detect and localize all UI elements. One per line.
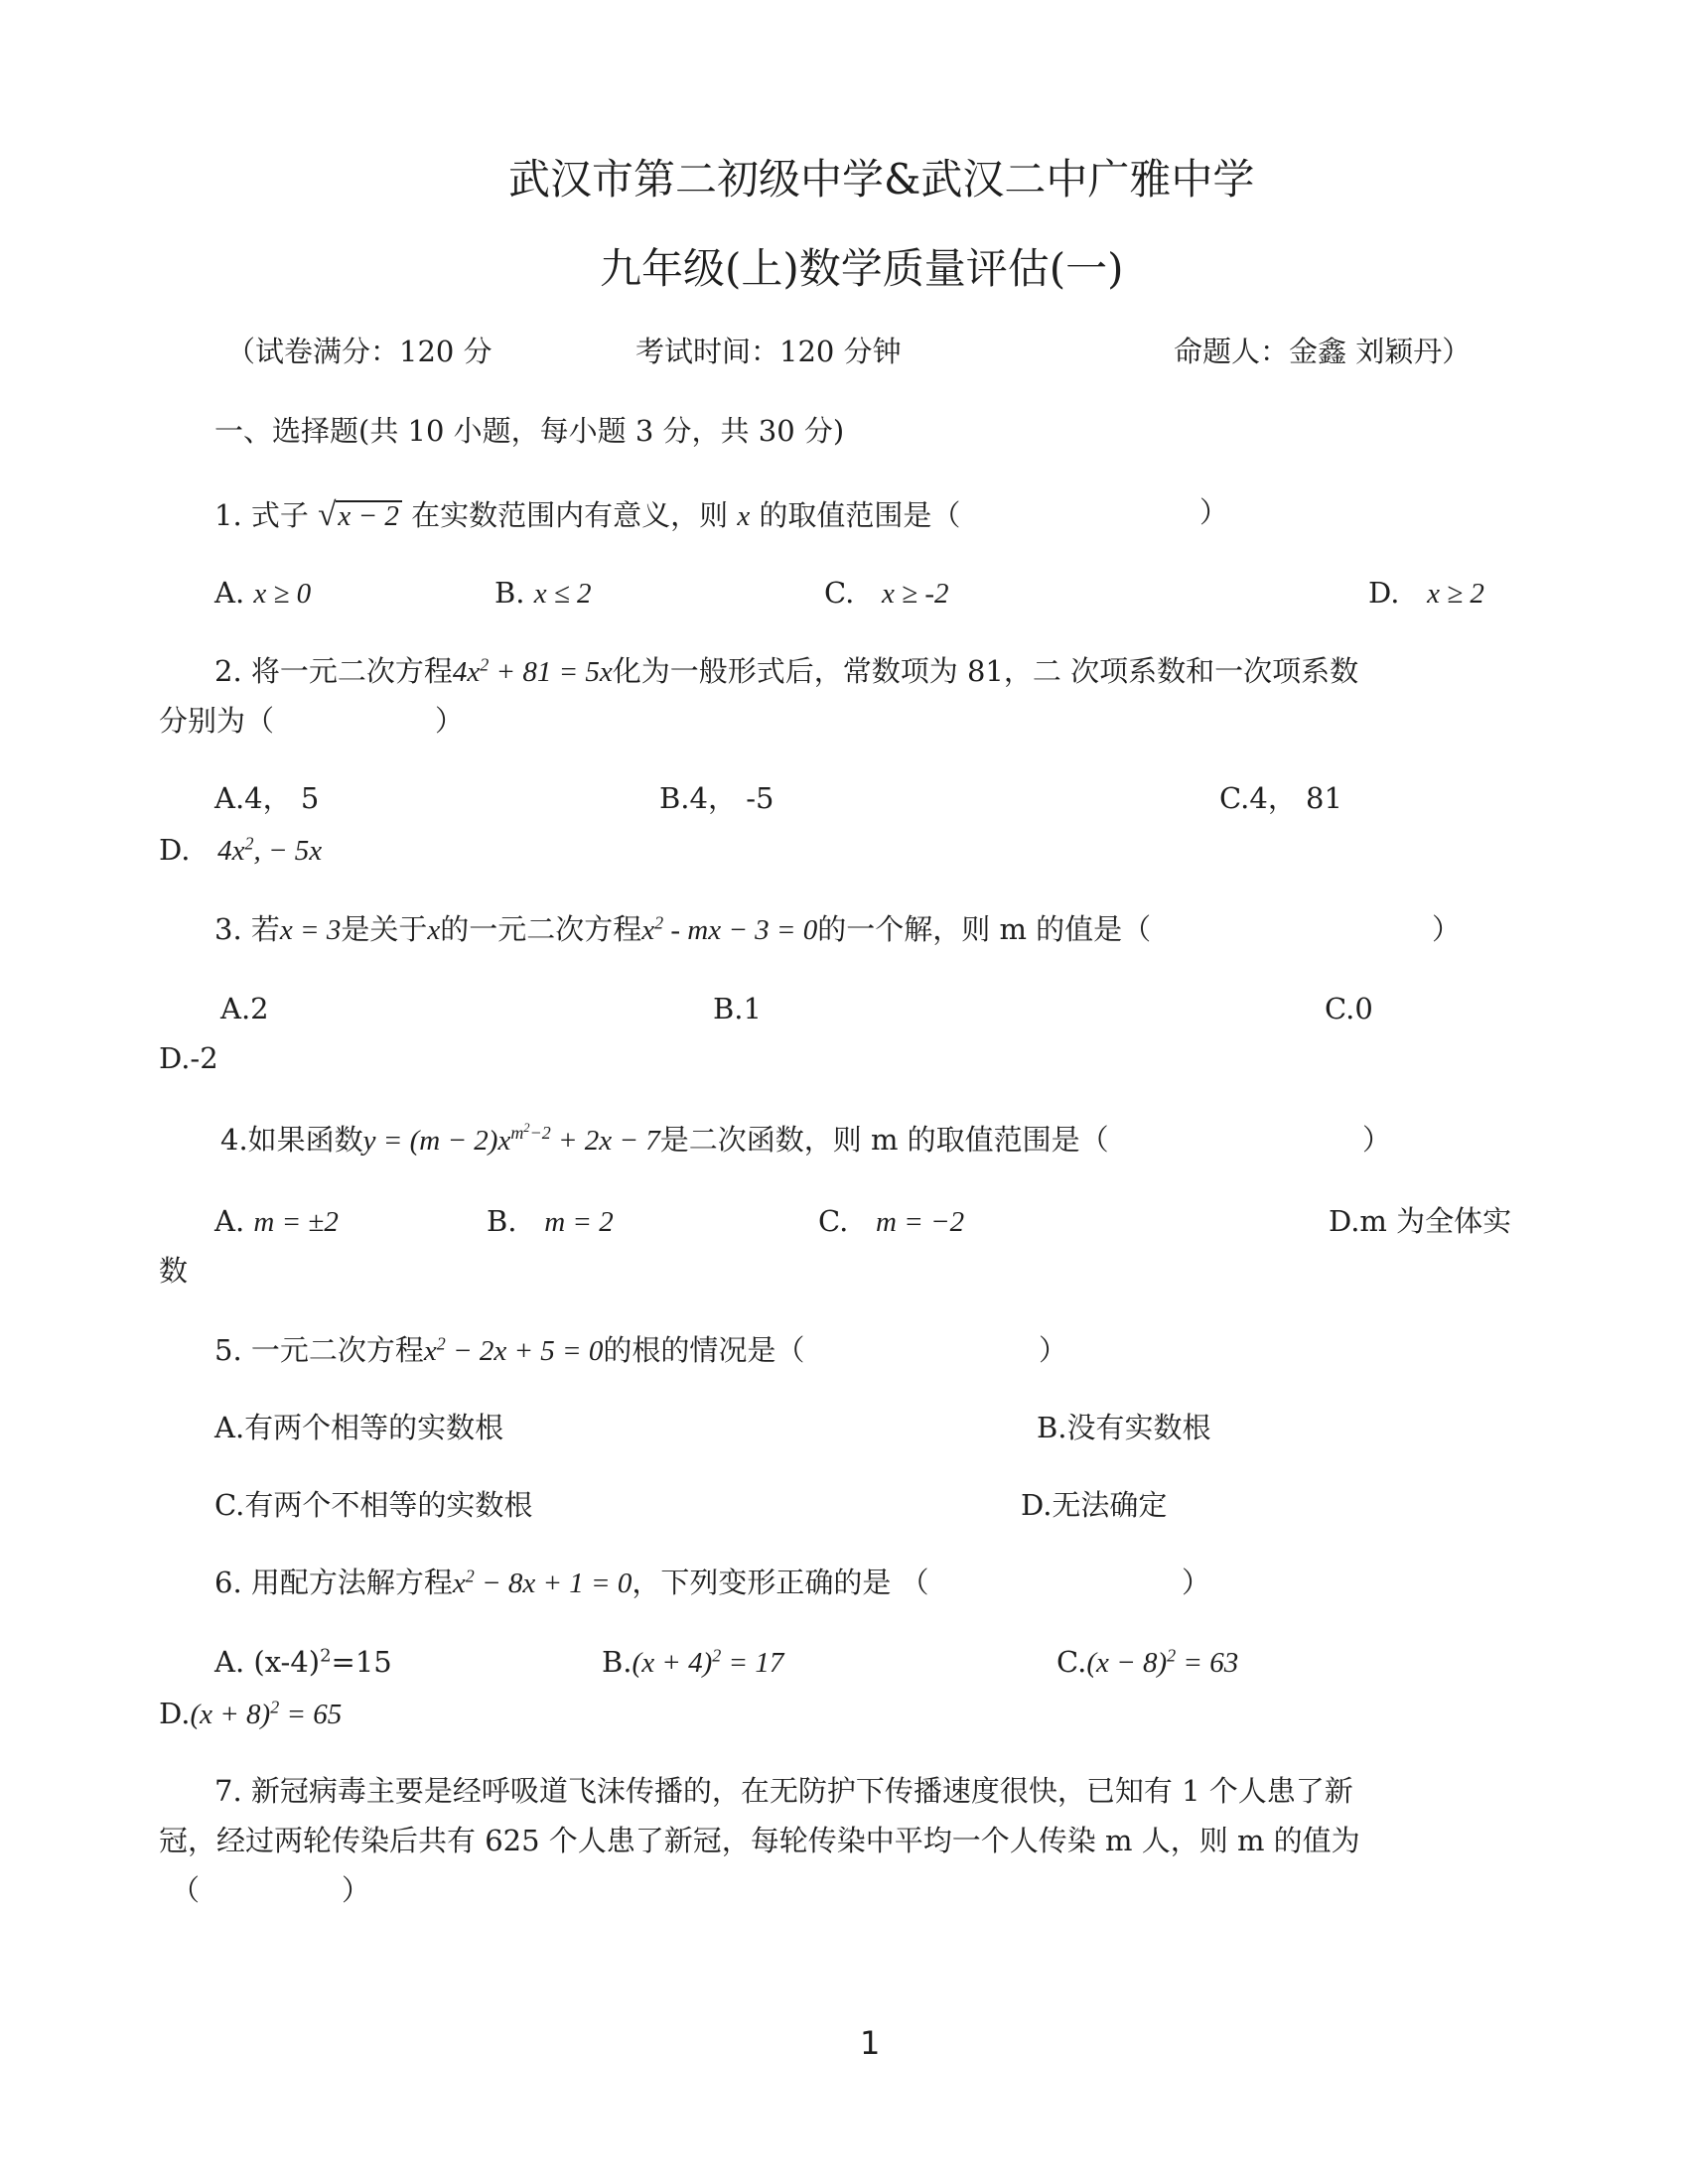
q2-text-b: 化为一般形式后，常数项为 81，二 次项系数和一次项系数 [612,654,1359,688]
eq-part: x [641,914,655,946]
question-7-line1: 7. 新冠病毒主要是经呼吸道飞沫传播的，在无防护下传播速度很快，已知有 1 个人患了新 [214,1774,1353,1808]
q3-var: x [427,914,441,946]
eq-part: = 17 [721,1647,784,1679]
eq-part: 4x [217,835,245,867]
q3-option-a: A.2 [220,992,269,1025]
radical-sign-icon: √ [318,496,337,533]
q5-equation [424,1335,603,1367]
q4-option-d-cont: 数 [159,1254,189,1288]
q4-option-b [487,1204,614,1238]
option-value [633,1647,784,1679]
info-time: 考试时间：120 分钟 [635,335,902,368]
eq-part: (x − 8) [1086,1647,1168,1679]
option-label: B. [494,576,525,610]
q6-option-b [602,1645,784,1679]
exp-exp: 2 [523,1121,530,1136]
question-7-line2: 冠，经过两轮传染后共有 625 个人患了新冠，每轮传染中平均一个人传染 m 人，则 m 的值为 [159,1824,1360,1857]
q1-var: x [737,500,751,532]
q5-paren-close: ） [1039,1333,1068,1367]
q1-option-b [494,576,592,610]
option-label: D. [159,1697,191,1730]
q4-text-a: 4.如果函数 [220,1123,363,1157]
exponent: 2 [270,1697,280,1717]
eq-part: 4x [452,656,481,688]
q1-radicand: x − 2 [336,500,401,531]
exponent: 2 [244,833,254,854]
q3-text-d: 的一个解，则 m 的值是（ [817,912,1152,946]
q6-option-d [159,1697,343,1730]
option-label: C. [818,1204,849,1238]
q3-option-b: B.1 [713,992,762,1025]
eq-part: x [423,1335,437,1367]
q6-text-b: ，下列变形正确的是 （ [632,1566,929,1599]
q4-option-c [818,1204,965,1238]
q3-equation [641,914,817,946]
q4-function [362,1121,660,1157]
eq-part: , − 5x [253,835,323,867]
exam-title: 武汉市第二初级中学&武汉二中广雅中学 [508,155,1255,204]
option-value: x ≥ 2 [1427,578,1484,610]
q1-option-a [214,576,312,610]
exponent [510,1123,550,1143]
option-value: m = −2 [876,1206,965,1238]
q3-option-d: D.-2 [159,1041,218,1075]
option-value: x ≥ -2 [882,578,949,610]
q3-option-c: C.0 [1325,992,1373,1025]
q4-option-d: D.m 为全体实 [1329,1204,1512,1238]
exponent: 2 [712,1645,722,1666]
q1-paren-close: ） [1199,495,1229,529]
eq-part: y = (m − 2)x [362,1125,511,1157]
eq-part: (x + 8) [190,1699,271,1730]
option-value: x ≤ 2 [533,578,592,610]
q1-option-c [824,576,949,610]
exponent: 2 [436,1333,446,1354]
option-value: x ≥ 0 [253,578,312,610]
eq-part: + 81 = 5x [489,656,613,688]
q4-option-a [214,1204,339,1238]
q2-text-a: 2. 将一元二次方程 [214,654,453,688]
eq-part: (x + 4) [632,1647,713,1679]
question-6-stem [214,1566,929,1599]
option-value [1086,1647,1238,1679]
eq-part: − 8x + 1 = 0 [474,1568,633,1599]
q2-paren-close: ） [435,704,465,738]
q3-text-a: 3. 若 [214,912,280,946]
option-label: A. [214,576,245,610]
exponent: 2 [320,1645,332,1667]
eq-part: - mx − 3 = 0 [663,914,818,946]
info-score: （试卷满分：120 分 [226,335,492,368]
option-label: D. [1368,576,1400,610]
option-value: =15 [331,1645,392,1679]
eq-part: x [452,1568,466,1599]
exponent: 2 [480,654,490,675]
info-author: 命题人：金鑫 刘颖丹） [1174,335,1472,368]
option-label: C. [824,576,855,610]
q6-option-a [214,1645,392,1679]
section-heading: 一、选择题(共 10 小题，每小题 3 分，共 30 分) [214,414,845,448]
q5-text-b: 的根的情况是（ [603,1333,805,1367]
q6-equation [453,1568,632,1599]
q3-text-c: 的一元二次方程 [440,912,642,946]
exponent: 2 [654,912,664,933]
eq-part: = 63 [1176,1647,1239,1679]
q5-option-d: D.无法确定 [1021,1488,1168,1522]
q2-equation [453,656,613,688]
q4-text-b: 是二次函数，则 m 的取值范围是（ [659,1123,1109,1157]
q3-text-b: 是关于 [341,912,428,946]
q1-sqrt-expression [318,496,402,533]
q6-paren-close: ） [1182,1566,1211,1599]
option-label: B. [487,1204,517,1238]
q1-text-c: 的取值范围是（ [759,498,961,532]
question-7-line3: （ [171,1873,201,1907]
option-value: m = ±2 [253,1206,339,1238]
q5-option-c: C.有两个不相等的实数根 [214,1488,533,1522]
option-label: B. [602,1645,633,1679]
question-3-stem [214,912,1152,946]
q5-text-a: 5. 一元二次方程 [214,1333,424,1367]
option-label: A. [214,1204,245,1238]
exp-part: −2 [529,1123,551,1144]
option-value [217,835,322,867]
q3-paren-close: ） [1432,912,1462,946]
option-value: A. (x-4) [214,1645,321,1679]
eq-part: + 2x − 7 [550,1125,660,1157]
q2-stem-line2: 分别为（ [159,704,275,738]
q1-text-b: 在实数范围内有意义，则 [411,498,729,532]
q3-condition: x = 3 [279,914,342,946]
exponent: 2 [465,1566,475,1586]
option-value: m = 2 [544,1206,614,1238]
q6-text-a: 6. 用配方法解方程 [214,1566,453,1599]
eq-part: = 65 [279,1699,343,1730]
exp-part: m [510,1123,524,1144]
exponent: 2 [1167,1645,1177,1666]
q2-option-a: A.4， 5 [214,781,320,815]
option-label: D. [159,833,191,867]
q4-paren-close: ） [1362,1123,1392,1157]
question-5-stem [214,1333,805,1367]
q2-option-d [159,833,323,867]
question-1-stem [214,498,960,531]
q2-option-c: C.4， 81 [1219,781,1342,815]
q6-option-c [1056,1645,1239,1679]
option-value [190,1699,342,1730]
question-2-stem [214,654,1359,688]
q1-option-d [1368,576,1484,610]
q2-option-b: B.4， -5 [659,781,774,815]
question-4-stem [220,1121,1109,1157]
q1-text-a: 1. 式子 [214,498,309,532]
page-number: 1 [860,2024,881,2062]
q5-option-a: A.有两个相等的实数根 [214,1411,504,1444]
eq-part: − 2x + 5 = 0 [445,1335,604,1367]
option-label: C. [1056,1645,1087,1679]
q5-option-b: B.没有实数根 [1037,1411,1211,1444]
q7-paren-close: ） [342,1873,371,1907]
exam-subtitle: 九年级(上)数学质量评估(一) [600,244,1124,293]
